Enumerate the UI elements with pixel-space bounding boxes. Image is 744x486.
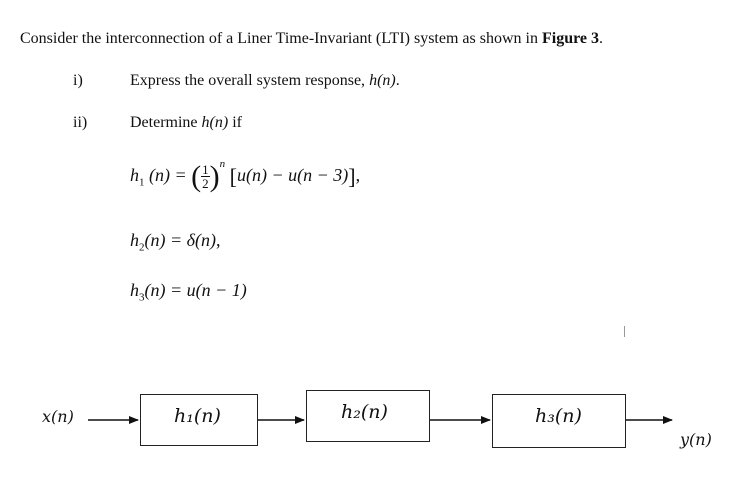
right-paren: ) [209, 159, 220, 193]
h1-exponent: n [219, 158, 226, 170]
input-signal: x(n) [42, 407, 74, 426]
intro-end: . [599, 30, 603, 47]
output-signal: y(n) [680, 430, 712, 449]
h3-rhs: (n) = u(n − 1) [144, 280, 247, 300]
h1-arg: (n) = [149, 165, 187, 185]
fraction-denominator: 2 [202, 176, 209, 192]
intro-main: Consider the interconnection of a Liner Time-Invariant (LTI) system as shown in [20, 30, 542, 47]
question-1-end: . [395, 72, 400, 89]
h2-subscript: 2 [139, 241, 145, 254]
h1-rhs: u(n) − u(n − 3) [236, 165, 349, 185]
right-bracket: ] [348, 163, 356, 189]
h1-symbol: h [130, 165, 139, 185]
question-1-number: i) [73, 72, 83, 89]
h2-symbol: h [130, 230, 139, 250]
question-2-number: ii) [73, 114, 88, 131]
h2-end: , [216, 230, 221, 250]
fraction-numerator: 1 [202, 162, 209, 178]
block-h1 [140, 394, 258, 446]
h3-subscript: 3 [139, 291, 145, 304]
h1-subscript: 1 [139, 176, 145, 189]
figure-ref: Figure 3 [541, 30, 599, 47]
question-1-math: h(n) [369, 72, 396, 89]
question-2-math: h(n) [201, 114, 229, 131]
question-2-end: if [232, 114, 242, 131]
question-2-label: Determine [130, 114, 198, 131]
question-1-label: Express the overall system response, [130, 72, 366, 89]
block-h2 [306, 390, 430, 442]
h2-rhs: (n) = δ(n) [144, 230, 216, 250]
h3-symbol: h [130, 280, 139, 300]
block-h2-label: h₂(n) [341, 401, 388, 423]
h1-end: , [355, 165, 361, 185]
left-bracket: [ [229, 163, 237, 189]
block-h3-label: h₃(n) [535, 405, 582, 427]
block-h3 [492, 394, 626, 448]
block-h1-label: h₁(n) [174, 405, 221, 427]
left-paren: ( [191, 159, 202, 193]
